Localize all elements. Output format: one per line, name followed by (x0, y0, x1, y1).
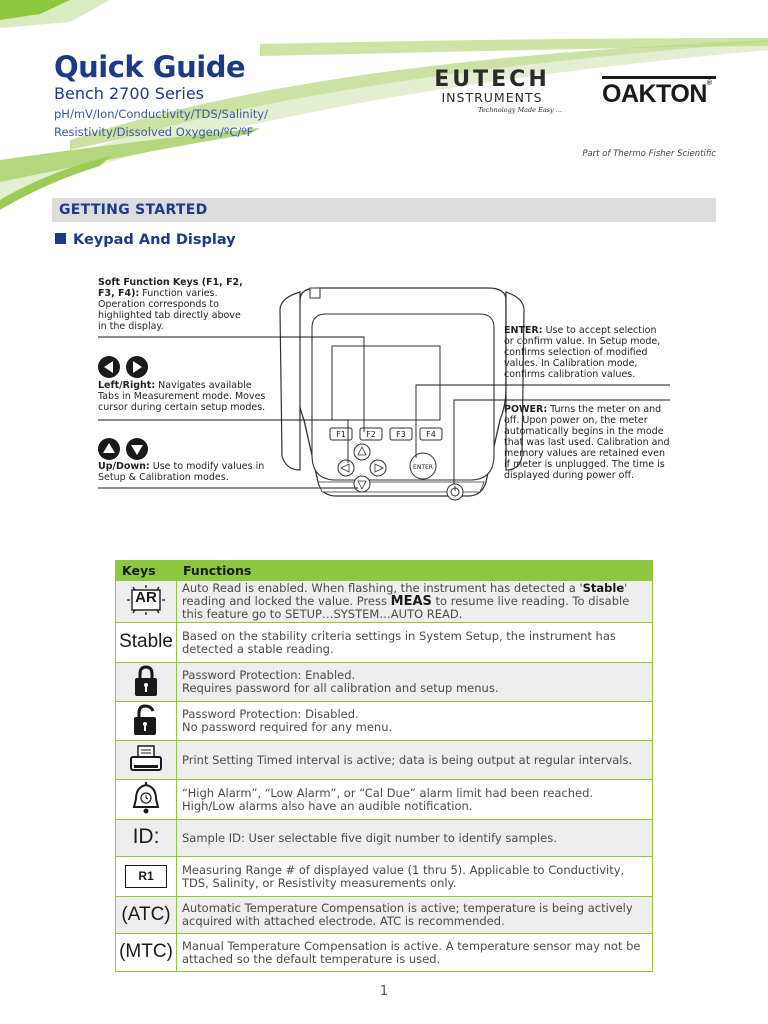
power-callout (504, 404, 680, 481)
softkeys-text-1: Function varies. (142, 288, 218, 299)
mtc-indicator (116, 934, 177, 972)
page-number: 1 (379, 984, 389, 999)
table-row (116, 780, 653, 820)
power-text-2: off. Upon power on, the meter (504, 415, 648, 426)
parent-company-text: Part of Thermo Fisher Scientific (582, 149, 716, 159)
enter-text-5: confirms calibration values. (504, 369, 636, 380)
range-indicator-text: R1 (125, 865, 166, 888)
softkeys-text-2: Operation corresponds to (98, 299, 219, 310)
eutech-sub-text: INSTRUMENTS (441, 90, 543, 105)
keys-column-header: Keys (116, 561, 177, 581)
updown-title: Up/Down: (98, 461, 150, 472)
sample-id-indicator (116, 820, 177, 857)
table-row (116, 897, 653, 934)
function-text (177, 663, 653, 702)
oakton-brand-text: OAKTON (602, 80, 707, 108)
enter-key-label: ENTER (413, 464, 433, 471)
leftright-text-1: Navigates available (158, 380, 252, 391)
lock-open-icon (116, 702, 177, 741)
fn-line-1: Password Protection: Enabled. (182, 668, 356, 682)
oakton-logo (602, 80, 712, 109)
enter-text-3: confirms selection of modified (504, 347, 648, 358)
stable-indicator-text: Stable (119, 631, 173, 652)
fn-line-2: High/Low alarms also have an audible notification. (182, 798, 473, 813)
softkeys-title-2: F3, F4): (98, 288, 140, 299)
power-text-1: Turns the meter on and (550, 404, 662, 415)
table-row (116, 741, 653, 780)
atc-indicator (116, 897, 177, 934)
page-title: Quick Guide (54, 50, 246, 84)
power-text-3: automatically begins in the mode (504, 426, 664, 437)
product-series: Bench 2700 Series (54, 84, 204, 103)
eutech-brand-text: EUTECH (434, 67, 550, 92)
function-text: Manual Temperature Compensation is active. A temperature sensor may not be attached so the default temperature is used. (177, 934, 653, 972)
table-row (116, 623, 653, 663)
left-arrow-icon (98, 356, 120, 378)
function-text (177, 780, 653, 820)
registered-mark: ® (706, 80, 712, 87)
power-text-5: memory values are retained even (504, 448, 665, 459)
auto-read-icon (116, 581, 177, 623)
fn-text-stable: Stable (582, 581, 625, 595)
power-text-4: that was last used. Calibration and (504, 437, 670, 448)
softkeys-text-4: in the display. (98, 321, 164, 332)
section-title: GETTING STARTED (59, 202, 208, 218)
section-header-bar (52, 198, 716, 222)
table-row (116, 934, 653, 972)
table-row (116, 857, 653, 897)
mtc-indicator-text: (MTC) (119, 941, 173, 962)
alarm-bell-icon (116, 780, 177, 820)
fn-text-part: to resume live reading. To disable this feature go to SETUP…SYSTEM…AUTO READ. (182, 594, 630, 621)
table-row (116, 820, 653, 857)
updown-text-1: Use to modify values in (152, 461, 265, 472)
power-text-6: if meter is unplugged. The time is (504, 459, 665, 470)
printer-icon (116, 741, 177, 780)
auto-read-icon-text: AR (135, 589, 157, 606)
function-text: Sample ID: User selectable five digit number to identify samples. (177, 820, 653, 857)
updown-text-2: Setup & Calibration modes. (98, 472, 229, 483)
parameters-line-2: Resistivity/Dissolved Oxygen/ºC/ºF (54, 125, 254, 139)
updown-callout (98, 461, 283, 483)
enter-title: ENTER: (504, 325, 543, 336)
enter-text-2: or confirm value. In Setup mode, (504, 336, 661, 347)
fn-line-2: No password required for any menu. (182, 720, 393, 734)
softkeys-callout (98, 277, 273, 332)
table-row (116, 581, 653, 623)
function-text: Based on the stability criteria settings in System Setup, the instrument has detected a stable reading. (177, 623, 653, 663)
sample-id-text: ID: (132, 825, 160, 848)
lock-closed-icon (116, 663, 177, 702)
power-title: POWER: (504, 404, 548, 415)
f2-key-label: F2 (366, 430, 376, 439)
f3-key-label: F3 (396, 430, 406, 439)
softkeys-text-3: highlighted tab directly above (98, 310, 241, 321)
function-text: Measuring Range # of displayed value (1 thru 5). Applicable to Conductivity, TDS, Salinity, or Resistivity measurements only. (177, 857, 653, 897)
function-text: Print Setting Timed interval is active; data is being output at regular intervals. (177, 741, 653, 780)
subsection-title: Keypad And Display (73, 232, 236, 248)
leftright-callout (98, 380, 283, 413)
parameters-line-1: pH/mV/Ion/Conductivity/TDS/Salinity/ (54, 107, 268, 121)
down-arrow-icon (126, 438, 148, 460)
power-text-7: displayed during power off. (504, 470, 635, 481)
fn-text-part: Auto Read is enabled. When flashing, the instrument has detected a ' (182, 581, 583, 595)
function-text: Automatic Temperature Compensation is active; temperature is being actively acquired with attached electrode. ATC is recommended. (177, 897, 653, 934)
table-header-row (116, 561, 653, 581)
fn-text-part: ' reading and locked the value. Press (182, 581, 628, 608)
eutech-logo (416, 67, 568, 114)
function-text (177, 702, 653, 741)
subsection-heading (55, 232, 236, 248)
enter-callout (504, 325, 676, 380)
f1-key-label: F1 (336, 430, 346, 439)
fn-line-1: Password Protection: Disabled. (182, 707, 359, 721)
f4-key-label: F4 (426, 430, 436, 439)
fn-line-1: “High Alarm”, “Low Alarm”, or “Cal Due” alarm limit had been reached. (182, 785, 594, 800)
keys-functions-table (115, 560, 653, 972)
oakton-logo-bar (602, 76, 716, 79)
up-arrow-icon (98, 438, 120, 460)
leftright-text-2: Tabs in Measurement mode. Moves (98, 391, 266, 402)
fn-text-meas: MEAS (390, 594, 432, 609)
softkeys-title: Soft Function Keys (F1, F2, (98, 277, 243, 288)
range-indicator (116, 857, 177, 897)
right-arrow-icon (126, 356, 148, 378)
functions-column-header: Functions (177, 561, 653, 581)
enter-text-4: values. In Calibration mode, (504, 358, 638, 369)
bullet-square-icon (55, 233, 66, 244)
eutech-tagline: Technology Made Easy ... (478, 106, 562, 114)
enter-text-1: Use to accept selection (545, 325, 657, 336)
stable-indicator (116, 623, 177, 663)
table-row (116, 663, 653, 702)
fn-line-2: Requires password for all calibration and setup menus. (182, 681, 499, 695)
function-text (177, 581, 653, 623)
leftright-text-3: cursor during certain setup modes. (98, 402, 266, 413)
table-row (116, 702, 653, 741)
atc-indicator-text: (ATC) (121, 903, 171, 925)
leftright-title: Left/Right: (98, 380, 156, 391)
